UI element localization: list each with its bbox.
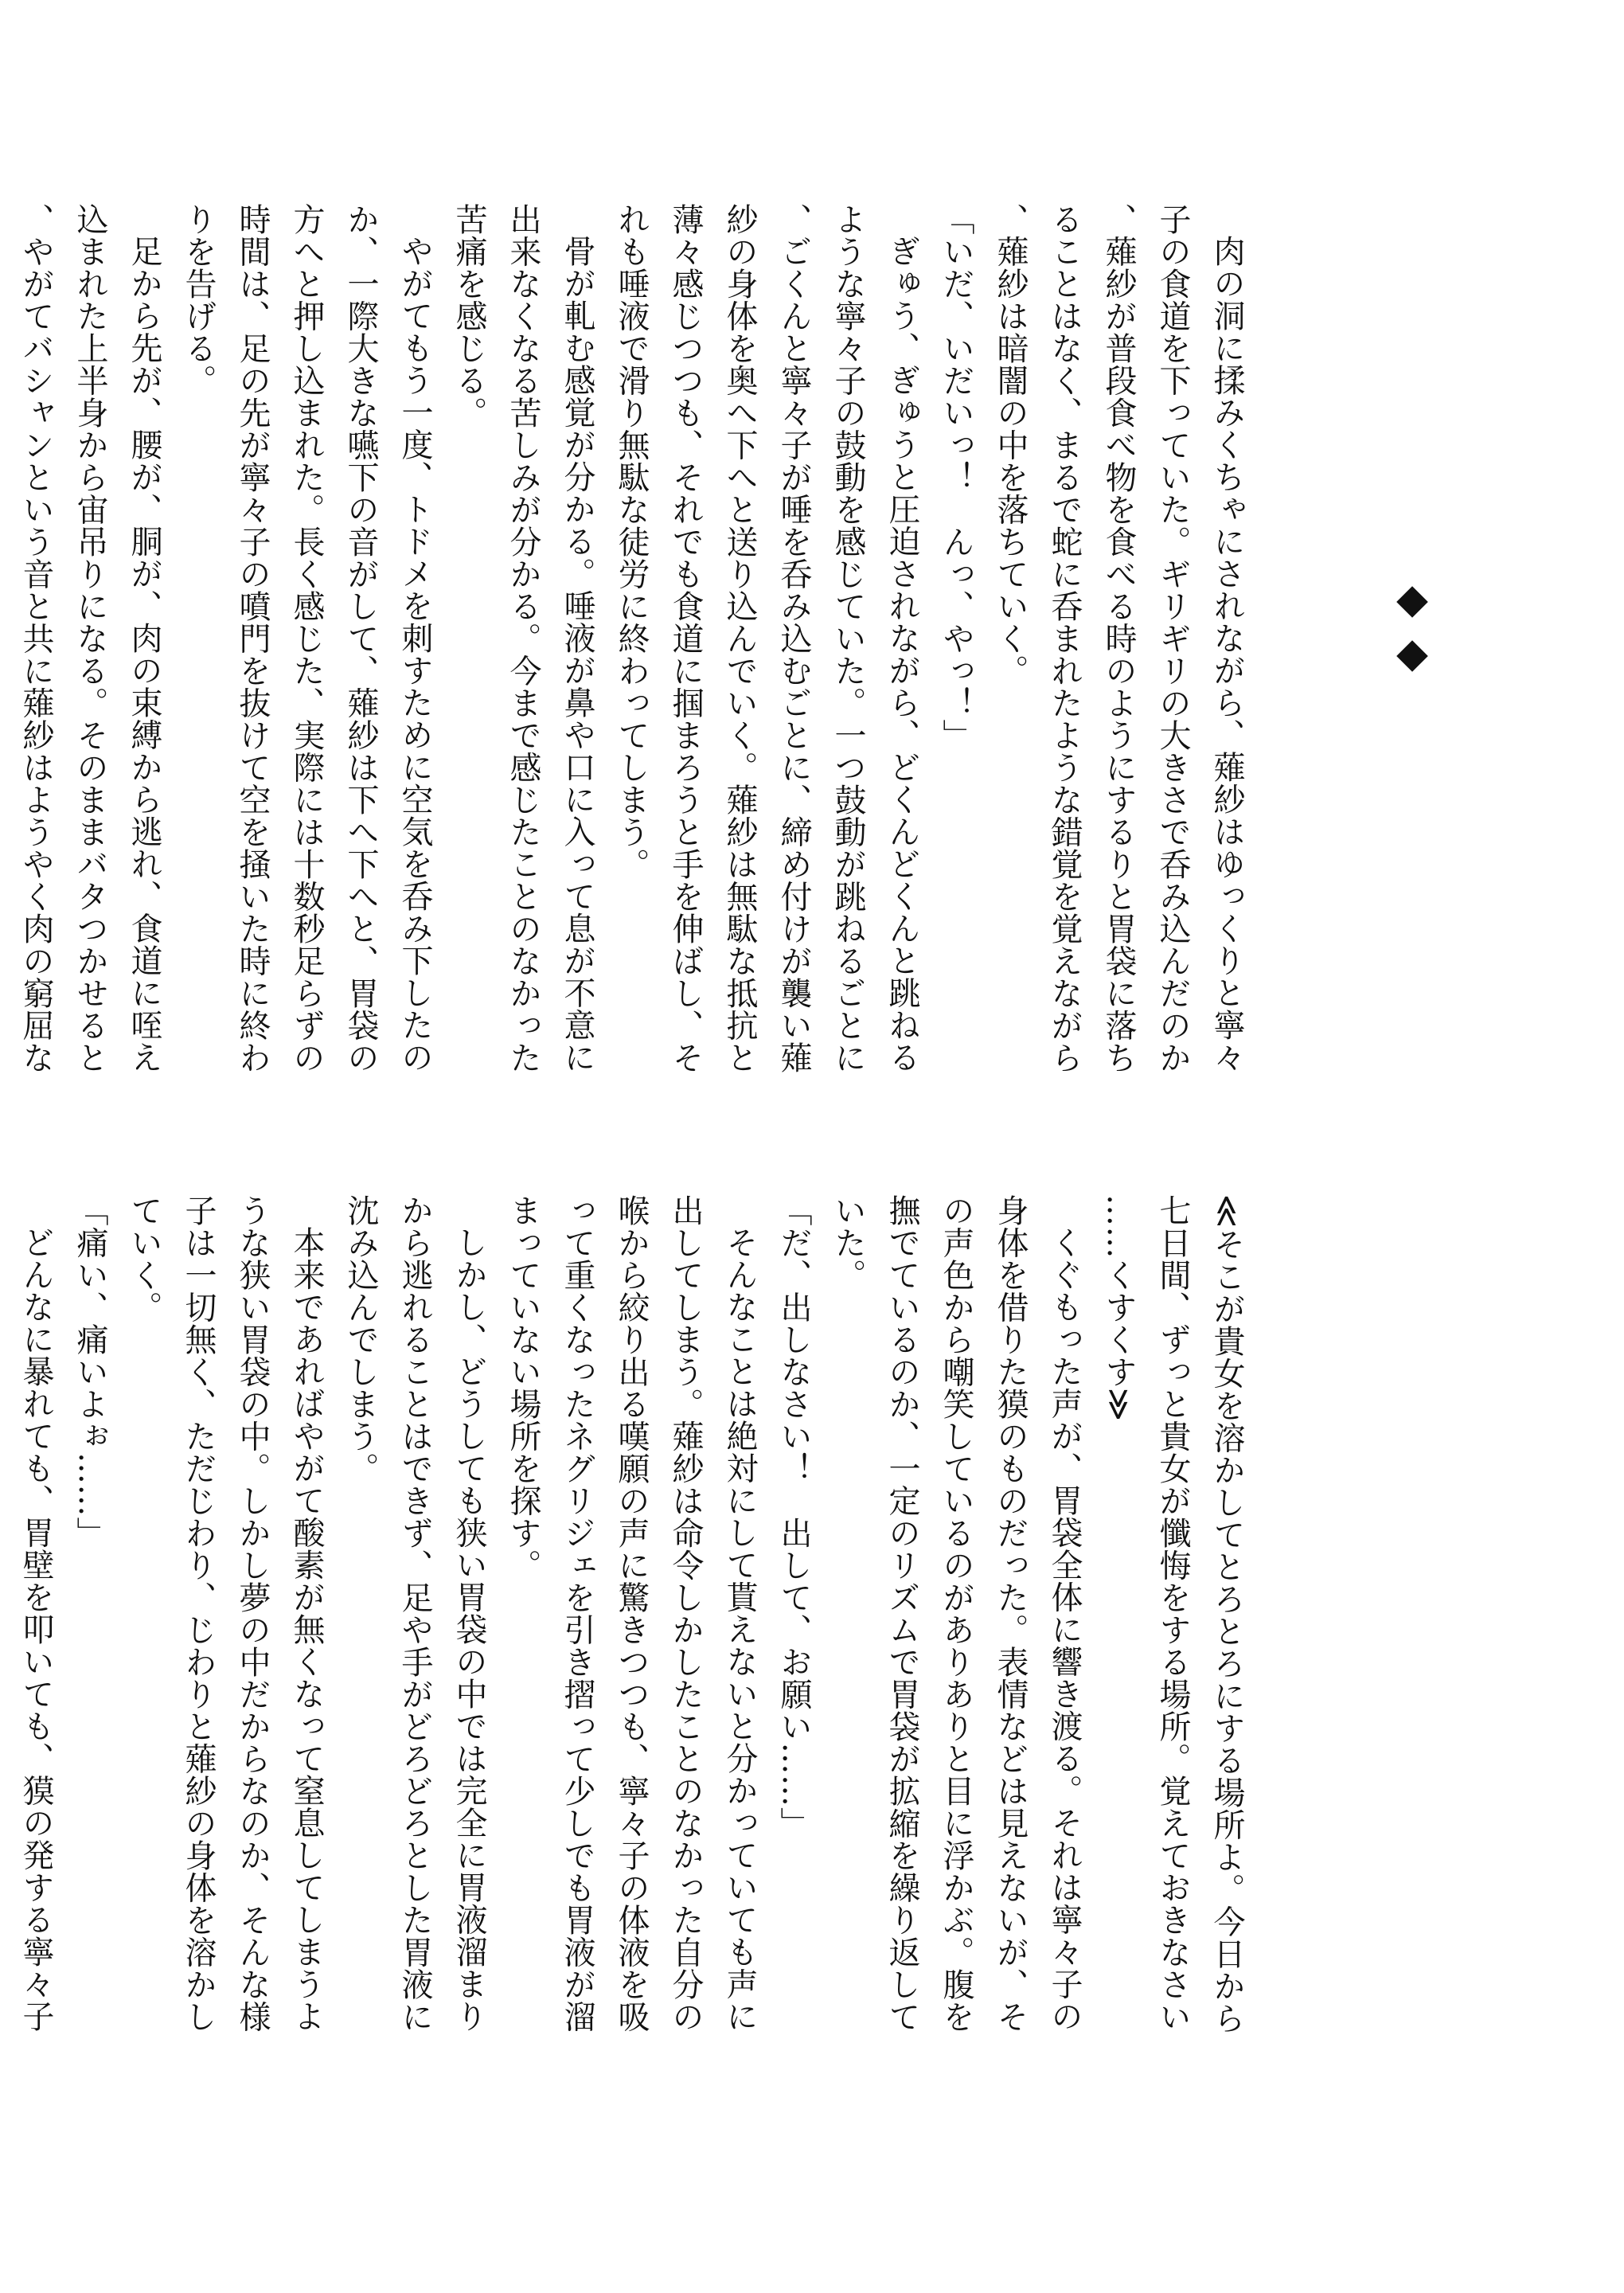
- lower-text-block: [18, 1194, 1254, 2038]
- diamond-icon: [1396, 586, 1428, 618]
- paragraph: 足から先が、腰が、胴が、肉の束縛から逃れ、食道に咥え込まれた上半身から宙吊りになる。そのままバタつかせると、やがてバシャンという音と共に薙紗はようやく肉の窮屈な: [18, 203, 162, 1074]
- paragraph: しかし、どうしても狭い胃袋の中では完全に胃液溜まりから逃れることはできず、足や手がどろどろとした胃液に沈み込んでしまう。: [342, 1194, 487, 2033]
- paragraph: くぐもった声が、胃袋全体に響き渡る。それは寧々子の身体を借りた獏のものだった。表情などは見えないが、その声色から嘲笑しているのがありありと目に浮かぶ。腹を撫でているのか、一定のリズムで胃袋が拡縮を繰り返していた。: [830, 1194, 1083, 2033]
- paragraph: やがてもう一度、トドメを刺すために空気を呑み下したのか、一際大きな嚥下の音がして、薙紗は下へ下へと、胃袋の方へと押し込まれた。長く感じた、実際には十数秒足らずの時間は、足の先が寧々子の噴門を抜けて空を掻いた時に終わりを告げる。: [180, 203, 433, 1074]
- dialogue-line: 「いだ、いだいっ！ んっ、やっ！」: [938, 203, 974, 752]
- paragraph: 骨が軋む感覚が分かる。唾液が鼻や口に入って息が不意に出来なくなる苦しみが分かる。今まで感じたことのなかった苦痛を感じる。: [451, 203, 595, 1074]
- paragraph: どんなに暴れても、胃壁を叩いても、獏の発する寧々子: [18, 1226, 54, 2033]
- dialogue-line: 「痛い、痛いよぉ……」: [72, 1194, 108, 1549]
- paragraph: 肉の洞に揉みくちゃにされながら、薙紗はゆっくりと寧々子の食道を下っていた。ギリギリの大きさで呑み込んだのか、薙紗が普段食べ物を食べる時のようにするりと胃袋に落ちることはなく、まるで蛇に呑まれたような錯覚を覚えながら、薙紗は暗闇の中を落ちていく。: [992, 203, 1245, 1074]
- dialogue-line: 「だ、出しなさい！ 出して、お願い……」: [775, 1194, 812, 1839]
- paragraph: 本来であればやがて酸素が無くなって窒息してしまうような狭い胃袋の中。しかし夢の中だからなのか、そんな様子は一切無く、ただじわり、じわりと薙紗の身体を溶かしていく。: [126, 1194, 325, 2033]
- voice-line: ≪そこが貴女を溶かしてとろとろにする場所よ。今日から七日間、ずっと貴女が懺悔をする場所。覚えておきなさい……くすくす≫: [1100, 1194, 1245, 2034]
- diamond-icon: [1396, 640, 1428, 672]
- paragraph: そんなことは絶対にして貰えないと分かっていても声に出してしまう。薙紗は命令しかしたことのなかった自分の喉から絞り出る嘆願の声に驚きつつも、寧々子の体液を吸って重くなったネグリジェを引き摺って少しでも胃液が溜まっていない場所を探す。: [505, 1194, 758, 2033]
- paragraph: ぎゅう、ぎゅうと圧迫されながら、どくんどくんと跳ねるような寧々子の鼓動を感じていた。一つ鼓動が跳ねるごとに、ごくんと寧々子が唾を呑み込むごとに、締め付けが襲い薙紗の身体を奥へ下へと送り込んでいく。薙紗は無駄な抵抗と薄々感じつつも、それでも食道に掴まろうと手を伸ばし、それも唾液で滑り無駄な徒労に終わってしまう。: [613, 203, 920, 1074]
- upper-text-block: [18, 203, 1254, 1079]
- scene-break-diamond-icon: [1390, 573, 1435, 685]
